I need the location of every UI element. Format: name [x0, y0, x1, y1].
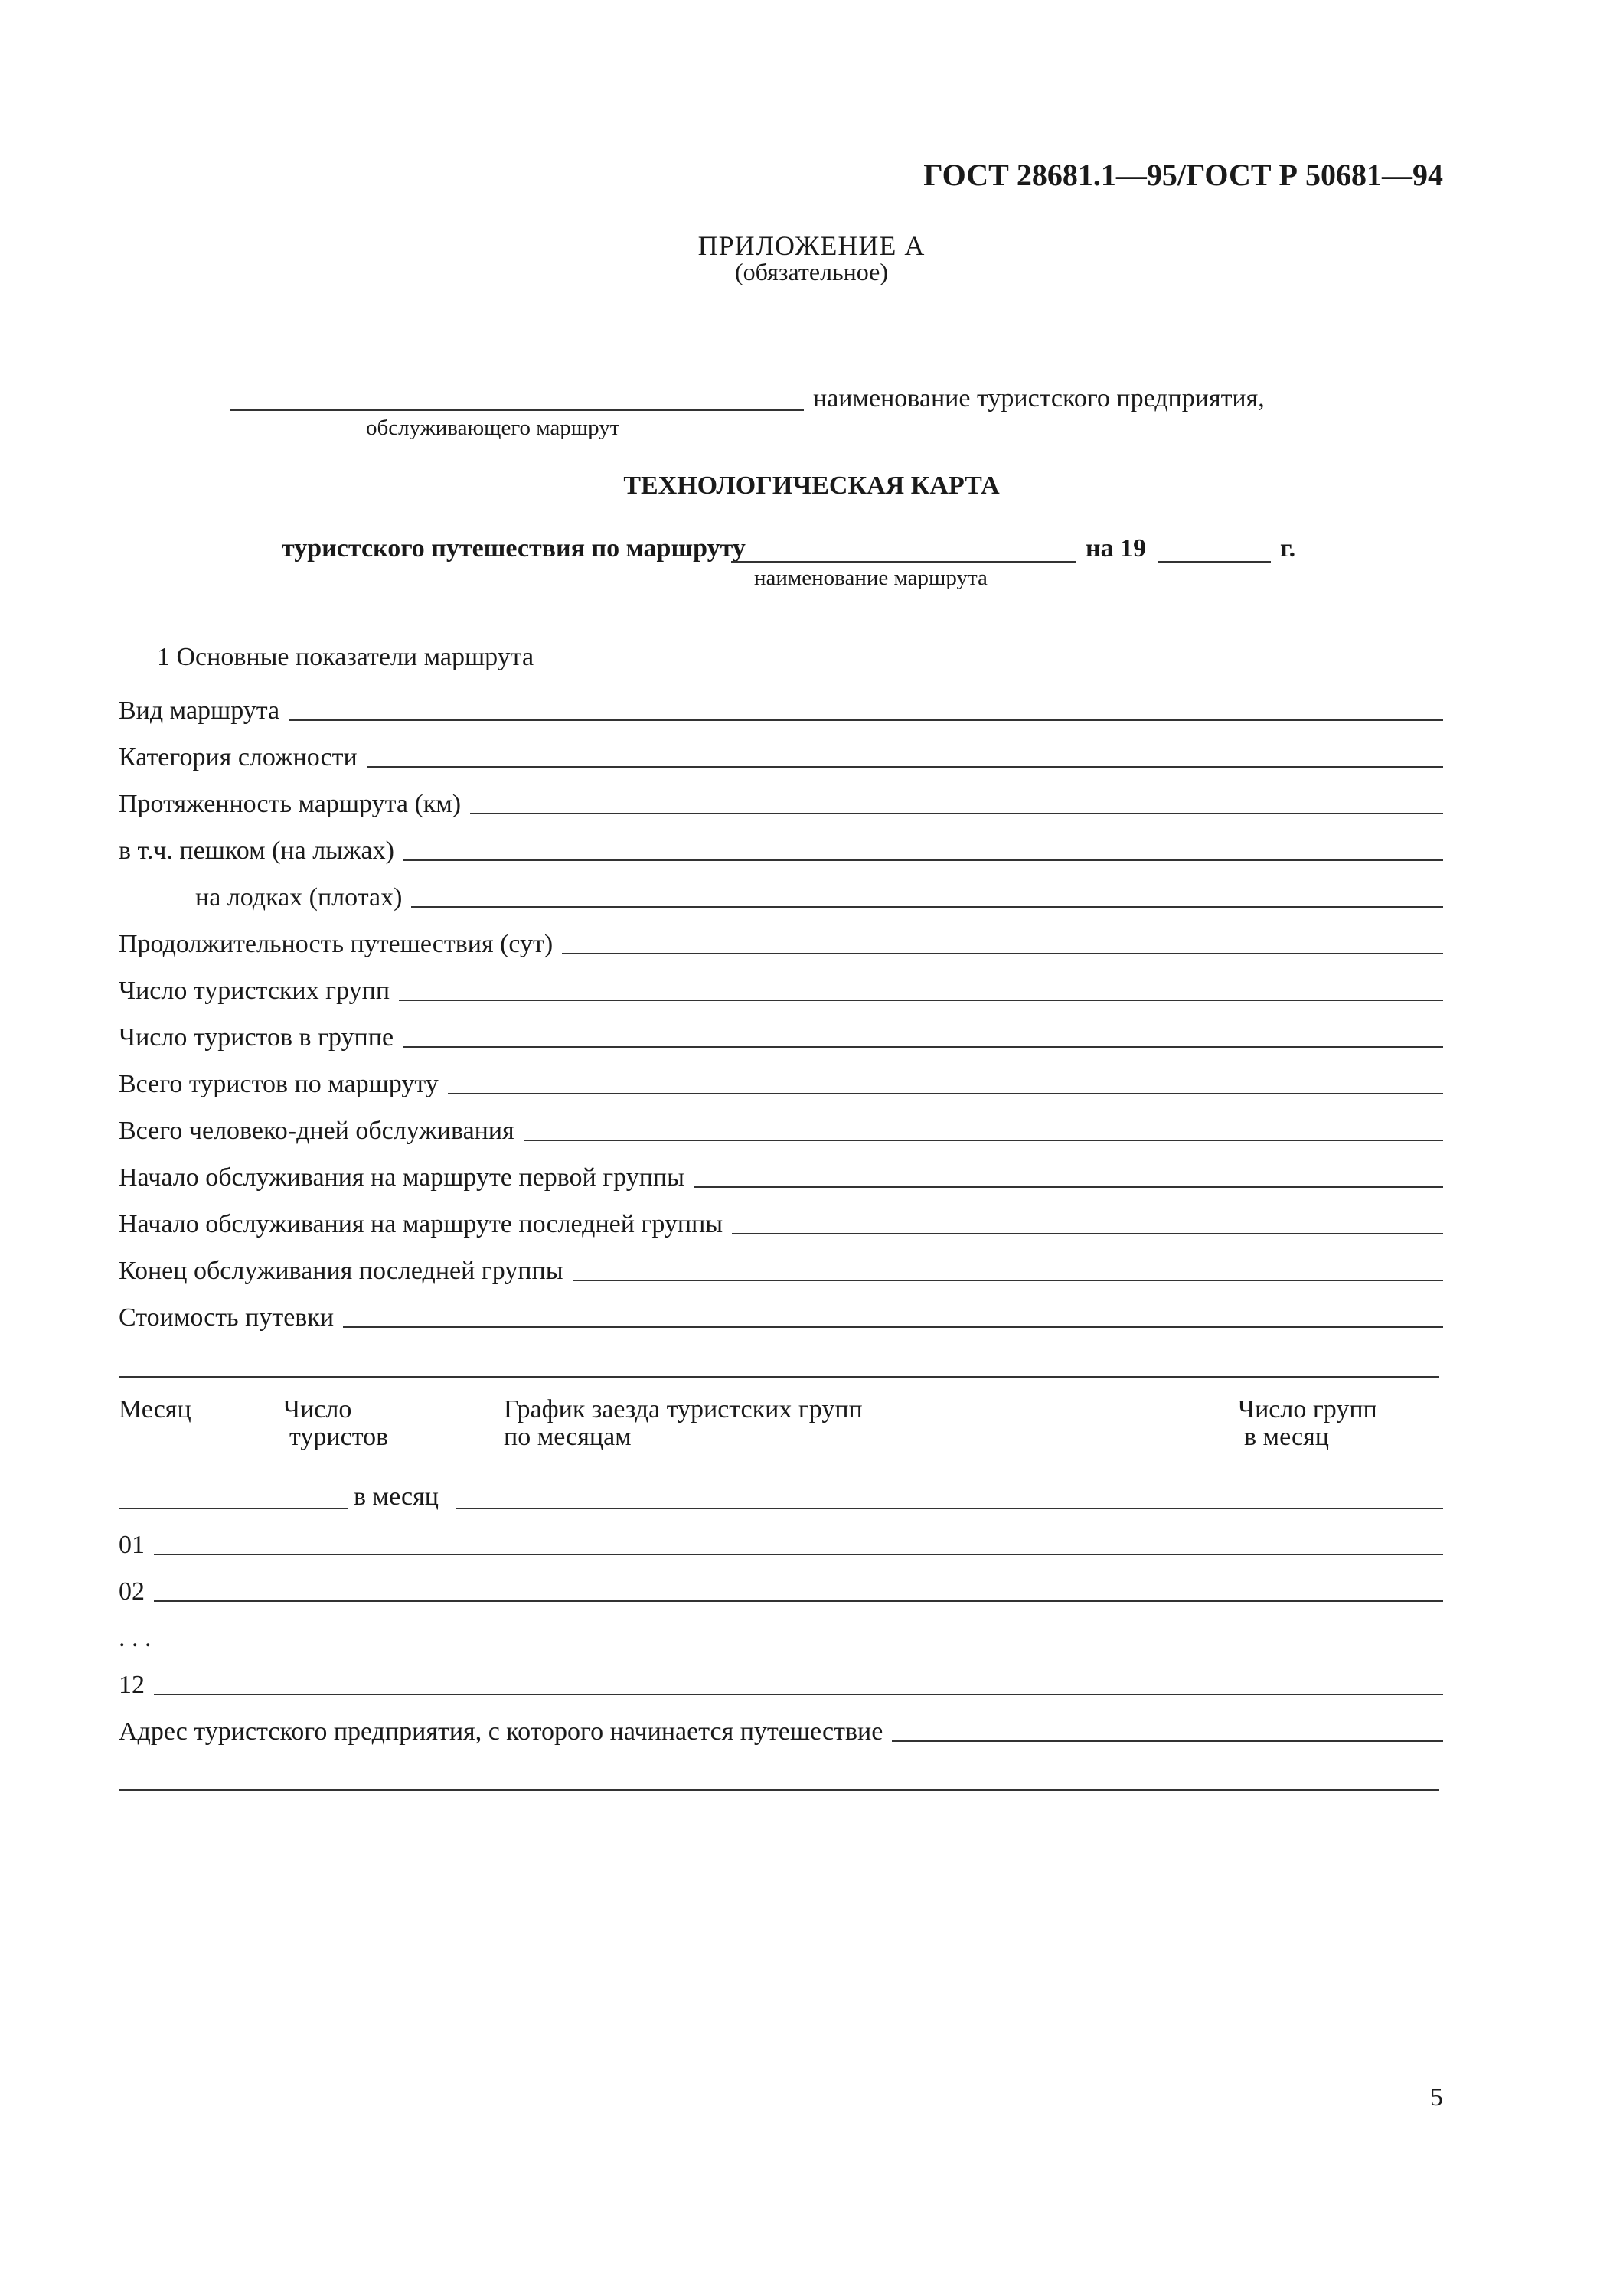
month-label: 01 [119, 1531, 145, 1559]
appendix-title: ПРИЛОЖЕНИЕ А [697, 230, 926, 261]
field-label: Начало обслуживания на маршруте первой группы [119, 1163, 684, 1192]
field-on-foot [119, 837, 1443, 866]
field-label: Всего человеко-дней обслуживания [119, 1117, 514, 1145]
address-blank-2[interactable] [119, 1789, 1439, 1791]
field-duration [119, 930, 1443, 959]
separator-line [119, 1376, 1439, 1378]
field-start-last [119, 1210, 1443, 1239]
field-blank[interactable] [732, 1233, 1443, 1234]
field-label: Продолжительность путешествия (сут) [119, 930, 554, 958]
col-month: Месяц [119, 1395, 191, 1424]
month-row-12 [119, 1671, 1443, 1700]
field-end-last [119, 1257, 1443, 1286]
field-blank[interactable] [367, 766, 1443, 768]
field-group-count [119, 977, 1443, 1006]
field-address [119, 1717, 1443, 1746]
field-start-first [119, 1163, 1443, 1192]
field-label: Протяженность маршрута (км) [119, 790, 462, 818]
route-prefix: туристского путешествия по маршруту [282, 534, 746, 563]
route-sublabel: наименование маршрута [754, 566, 988, 590]
field-label: Категория сложности [119, 743, 358, 771]
page-number: 5 [1430, 2083, 1443, 2112]
standard-number: ГОСТ 28681.1—95/ГОСТ Р 50681—94 [923, 158, 1443, 192]
field-blank[interactable] [448, 1093, 1443, 1094]
field-by-boat [195, 883, 1443, 912]
field-label: Вид маршрута [119, 696, 280, 725]
field-blank[interactable] [562, 953, 1443, 954]
section1-heading: 1 Основные показатели маршрута [157, 643, 534, 671]
field-blank[interactable] [343, 1326, 1443, 1328]
field-blank[interactable] [524, 1140, 1443, 1141]
route-name-blank[interactable] [731, 561, 1076, 563]
per-month-blank[interactable] [456, 1508, 1443, 1509]
field-label: на лодках (плотах) [195, 883, 403, 912]
enterprise-label: наименование туристского предприятия, [813, 384, 1265, 413]
field-person-days [119, 1117, 1443, 1146]
col-schedule-2: по месяцам [504, 1423, 632, 1451]
appendix-note: (обязательное) [735, 258, 888, 285]
field-blank[interactable] [573, 1280, 1443, 1281]
field-label: Число туристских групп [119, 977, 390, 1005]
field-blank[interactable] [470, 813, 1443, 814]
field-total-tourists [119, 1070, 1443, 1099]
year-blank[interactable] [1158, 561, 1271, 563]
col-groups-1: Число групп [1238, 1395, 1377, 1424]
field-tourists-per-group [119, 1023, 1443, 1052]
field-difficulty [119, 743, 1443, 772]
field-label: Число туристов в группе [119, 1023, 394, 1052]
month-ellipsis: . . . [119, 1624, 152, 1652]
field-label: в т.ч. пешком (на лыжах) [119, 837, 394, 865]
month-blank[interactable] [119, 1508, 348, 1509]
per-month-label: в месяц [354, 1482, 439, 1511]
field-label: Начало обслуживания на маршруте последней группы [119, 1210, 723, 1238]
field-length [119, 790, 1443, 819]
field-price [119, 1303, 1443, 1332]
month-row-02 [119, 1577, 1443, 1606]
card-title: ТЕХНОЛОГИЧЕСКАЯ КАРТА [623, 471, 1000, 500]
month-blank[interactable] [154, 1694, 1443, 1695]
col-groups-2: в месяц [1244, 1423, 1329, 1451]
field-blank[interactable] [399, 1000, 1443, 1001]
col-tourists-2: туристов [289, 1423, 389, 1451]
field-blank[interactable] [892, 1740, 1443, 1742]
month-blank[interactable] [154, 1554, 1443, 1555]
enterprise-sublabel: обслуживающего маршрут [366, 416, 620, 440]
col-tourists-1: Число [283, 1395, 352, 1424]
year-prefix: на 19 [1086, 534, 1147, 563]
month-label: 12 [119, 1671, 145, 1699]
field-route-type [119, 696, 1443, 726]
month-label: 02 [119, 1577, 145, 1606]
field-label: Конец обслуживания последней группы [119, 1257, 563, 1285]
month-blank[interactable] [154, 1600, 1443, 1602]
month-row-01 [119, 1531, 1443, 1560]
field-blank[interactable] [403, 859, 1443, 861]
field-label: Адрес туристского предприятия, с которого начинается путешествие [119, 1717, 883, 1746]
field-blank[interactable] [289, 719, 1443, 721]
field-blank[interactable] [403, 1046, 1443, 1048]
year-suffix: г. [1280, 534, 1296, 563]
field-label: Стоимость путевки [119, 1303, 335, 1332]
enterprise-name-blank[interactable] [230, 409, 804, 411]
field-blank[interactable] [694, 1186, 1443, 1188]
field-label: Всего туристов по маршруту [119, 1070, 439, 1098]
col-schedule-1: График заезда туристских групп [504, 1395, 863, 1424]
field-blank[interactable] [411, 906, 1443, 908]
